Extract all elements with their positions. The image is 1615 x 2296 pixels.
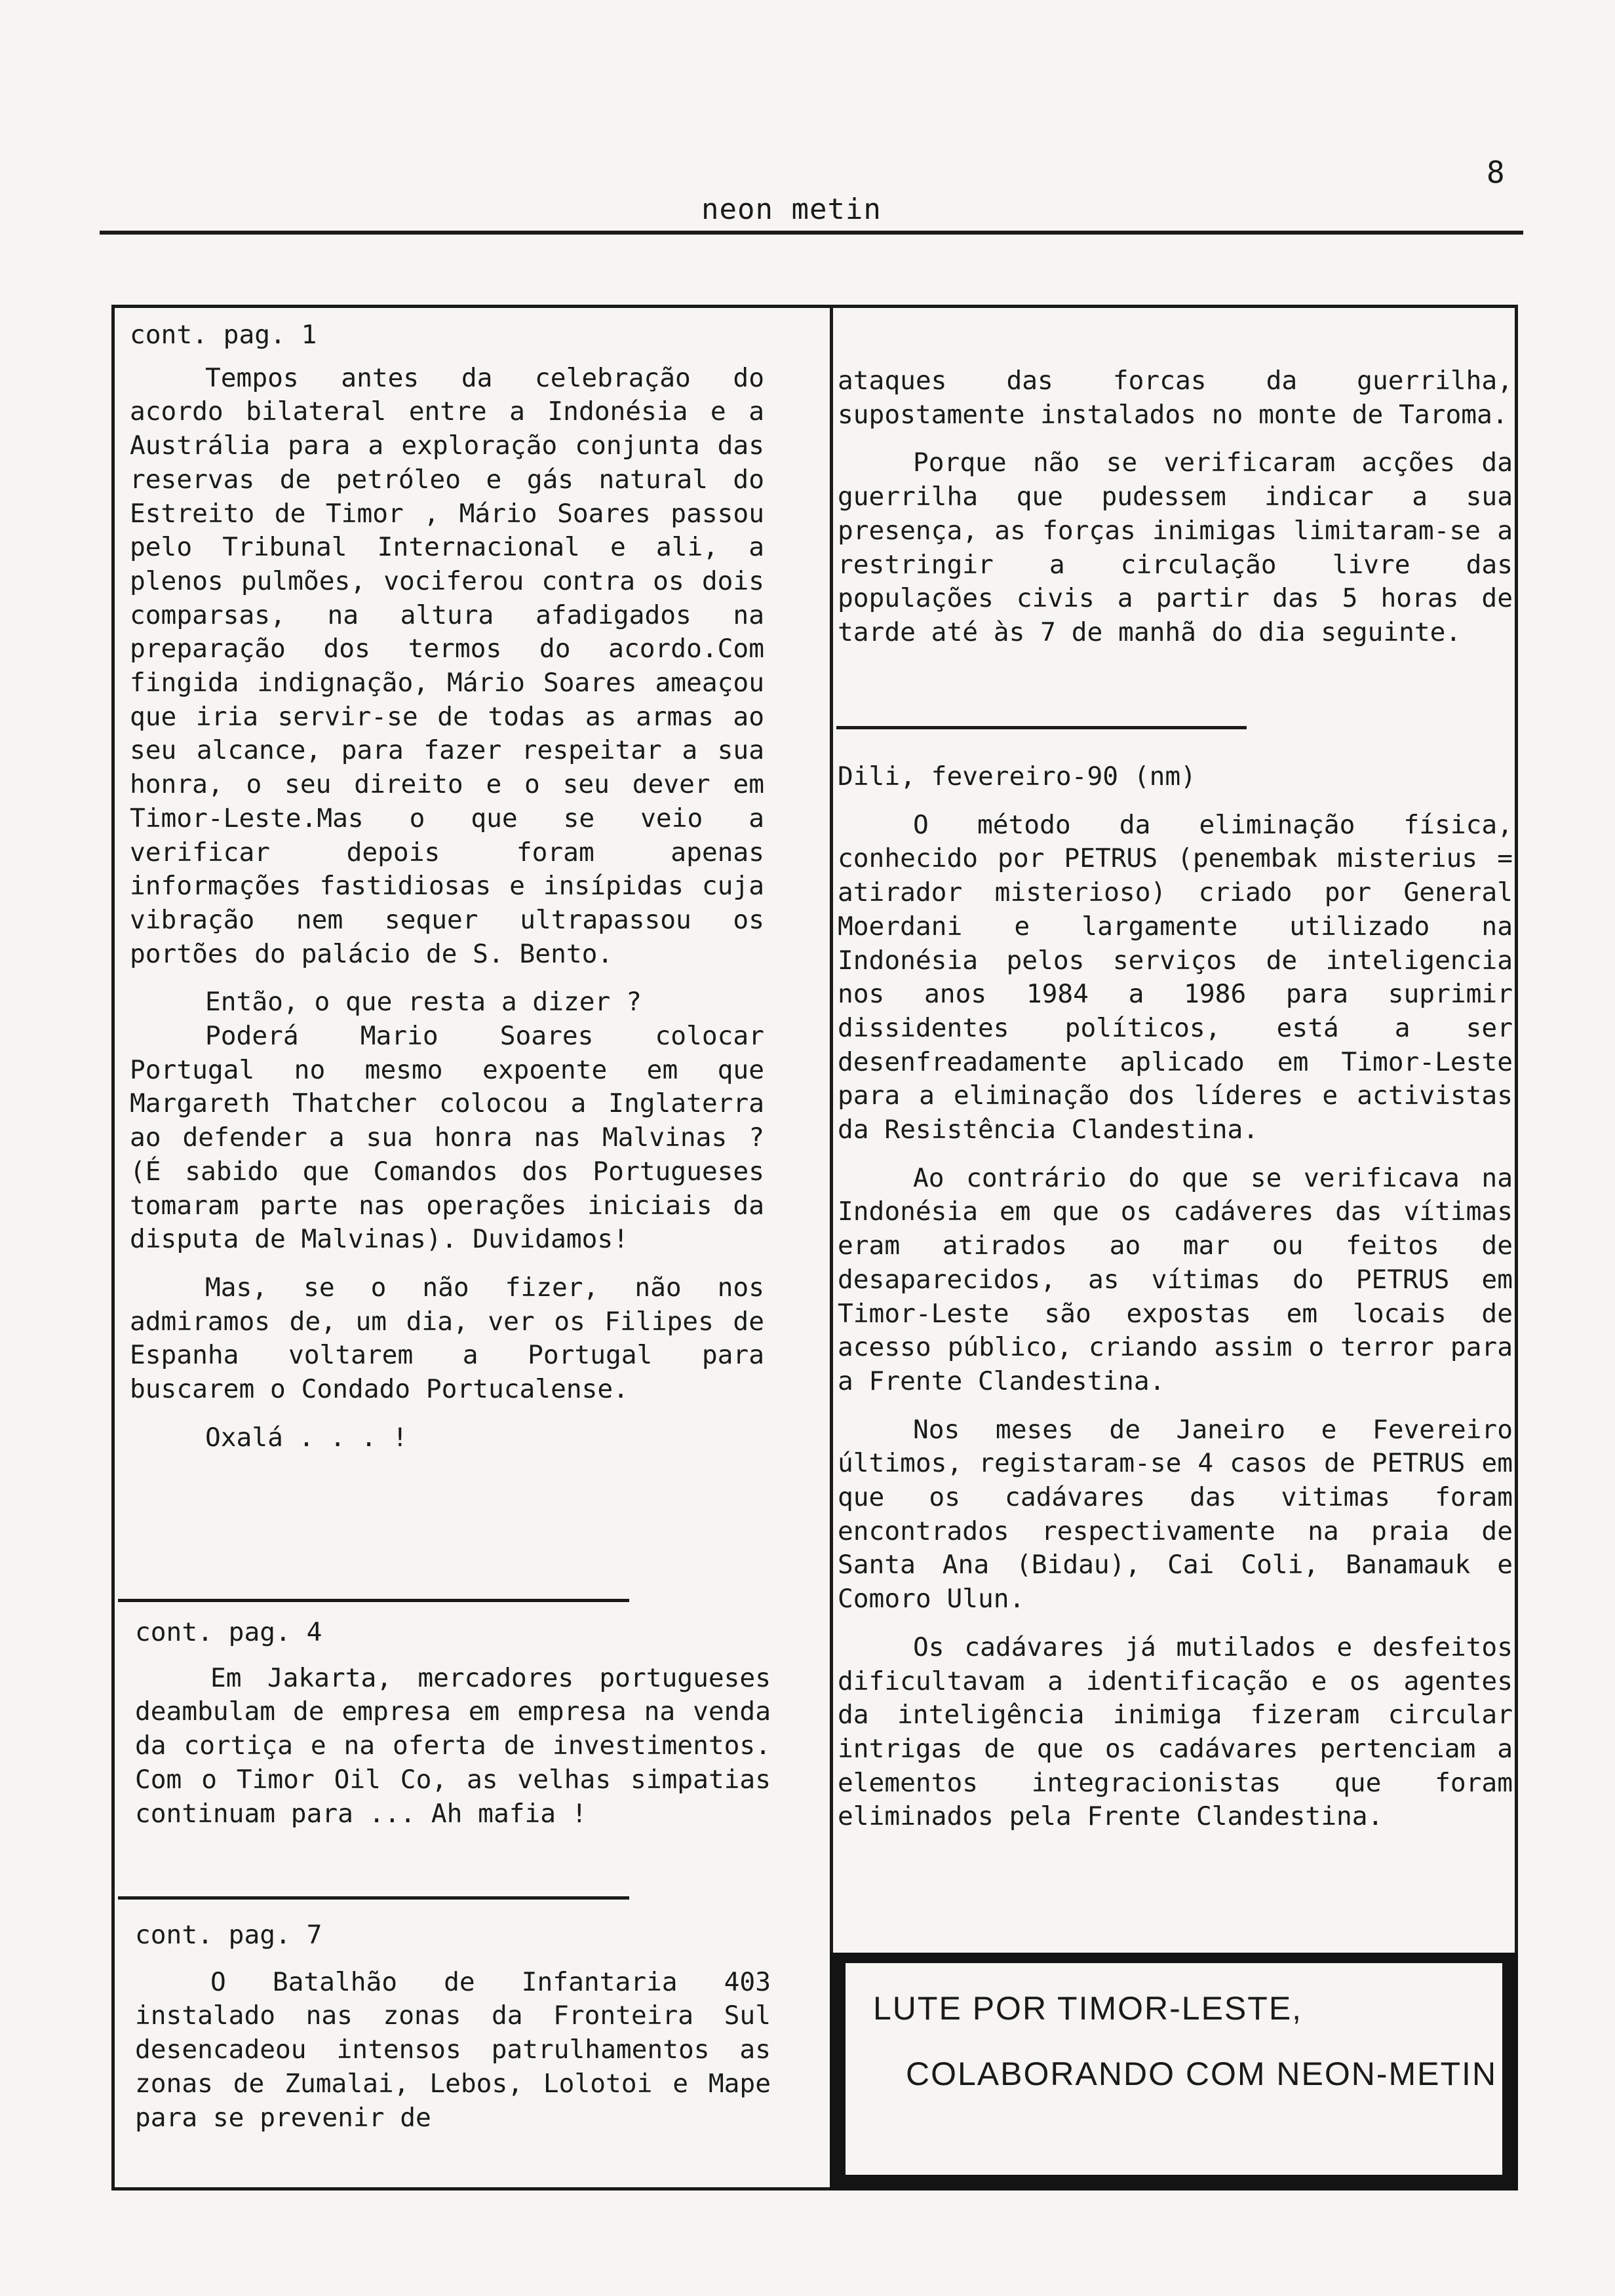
paragraph: Porque não se verificaram acções da guerrilha que pudessem indicar a sua presença, as forças inimigas limitaram-se a restringir a circulação livre das populações civis a partir das 5 horas de tarde até às 7 de manhã do dia seguinte.	[838, 448, 1513, 647]
paragraph: Oxalá . . . !	[205, 1422, 408, 1453]
section-heading: cont. pag. 7	[135, 1920, 322, 1950]
banner-line-1: LUTE POR TIMOR-LESTE,	[873, 1990, 1303, 2027]
article-dili	[838, 760, 1513, 1834]
paragraph: Mas, se o não fizer, não nos admiramos de, um dia, ver os Filipes de Espanha voltarem a Portugal para buscarem o Condado Portucalense.	[130, 1272, 764, 1405]
paragraph: Os cadávares já mutilados e desfeitos dificultavam a identificação e os agentes da inteligência inimiga fizeram circular intrigas de que os cadávares pertenciam a elementos integracionistas que foram eliminados pela Frente Clandestina.	[838, 1632, 1513, 1832]
masthead: neon metin	[701, 193, 882, 226]
paragraph: O Batalhão de Infantaria 403 instalado nas zonas da Fronteira Sul desencadeou intensos patrulhamentos as zonas de Zumalai, Lebos, Lolotoi e Mape para se prevenir de	[135, 1966, 771, 2133]
paragraph: O método da eliminação física, conhecido por PETRUS (penembak misterius = atirador misterioso) criado por General Moerdani e largamente utilizado na Indonésia pelos serviços de inteligencia nos anos 1984 a 1986 para suprimir dissidentes políticos, está a ser desenfreadamente aplicado em Timor-Leste para a eliminação dos líderes e activistas da Resistência Clandestina.	[838, 809, 1513, 1145]
paragraph: Ao contrário do que se verificava na Indonésia em que os cadáveres das vítimas eram atirados ao mar ou feitos de desaparecidos, as vítimas do PETRUS em Timor-Leste são expostas em locais de acesso público, criando assim o terror para a Frente Clandestina.	[838, 1162, 1513, 1396]
article-cont-pag-7	[135, 1919, 771, 2135]
banner-line-2: COLABORANDO COM NEON-METIN	[906, 2056, 1498, 2092]
article-cont-pag-1	[130, 318, 764, 1455]
paragraph: Então, o que resta a dizer ?	[205, 987, 642, 1018]
section-rule	[118, 1599, 629, 1602]
paragraph: Nos meses de Janeiro e Fevereiro últimos, registaram-se 4 casos de PETRUS em que os cadávares das vitimas foram encontrados respectivamente na praia de Santa Ana (Bidau), Cai Coli, Banamauk e Comoro Ulun.	[838, 1414, 1513, 1615]
dateline: Dili, fevereiro-90 (nm)	[838, 761, 1196, 792]
section-rule	[836, 726, 1247, 729]
article-cont-pag-4	[135, 1616, 771, 1831]
paragraph: Em Jakarta, mercadores portugueses deambulam de empresa em empresa na venda da cortiça e na oferta de investimentos. Com o Timor Oil Co, as velhas simpatias continuam para ... Ah mafia !	[135, 1662, 771, 1829]
page-number: 8	[1487, 155, 1505, 190]
section-heading: cont. pag. 4	[135, 1617, 322, 1647]
section-heading: cont. pag. 1	[130, 320, 317, 350]
slogan-banner	[830, 1953, 1518, 2191]
header-rule	[100, 231, 1523, 235]
paragraph: Tempos antes da celebração do acordo bilateral entre a Indonésia e a Austrália para a exploração conjunta das reservas de petróleo e gás natural do Estreito de Timor , Mário Soares passou pelo Tribunal Internacional e ali, a plenos pulmões, vociferou contra os dois comparsas, na altura afadigados na preparação dos termos do acordo.Com fingida indignação, Mário Soares ameaçou que iria servir-se de todas as armas ao seu alcance, para fazer respeitar a sua honra, o seu direito e o seu dever em Timor-Leste.Mas o que se veio a verificar depois foram apenas informações fastidiosas e insípidas cuja vibração nem sequer ultrapassou os portões do palácio de S. Bento.	[130, 362, 764, 969]
article-continuation	[838, 364, 1513, 650]
column-divider	[830, 305, 833, 2191]
section-rule	[118, 1896, 629, 1900]
paragraph: Poderá Mario Soares colocar Portugal no mesmo expoente em que Margareth Thatcher colocou a Inglaterra ao defender a sua honra nas Malvinas ? (É sabido que Comandos dos Portugueses tomaram parte nas operações iniciais da disputa de Malvinas). Duvidamos!	[130, 1021, 764, 1255]
paragraph: ataques das forcas da guerrilha, supostamente instalados no monte de Taroma.	[838, 366, 1513, 430]
